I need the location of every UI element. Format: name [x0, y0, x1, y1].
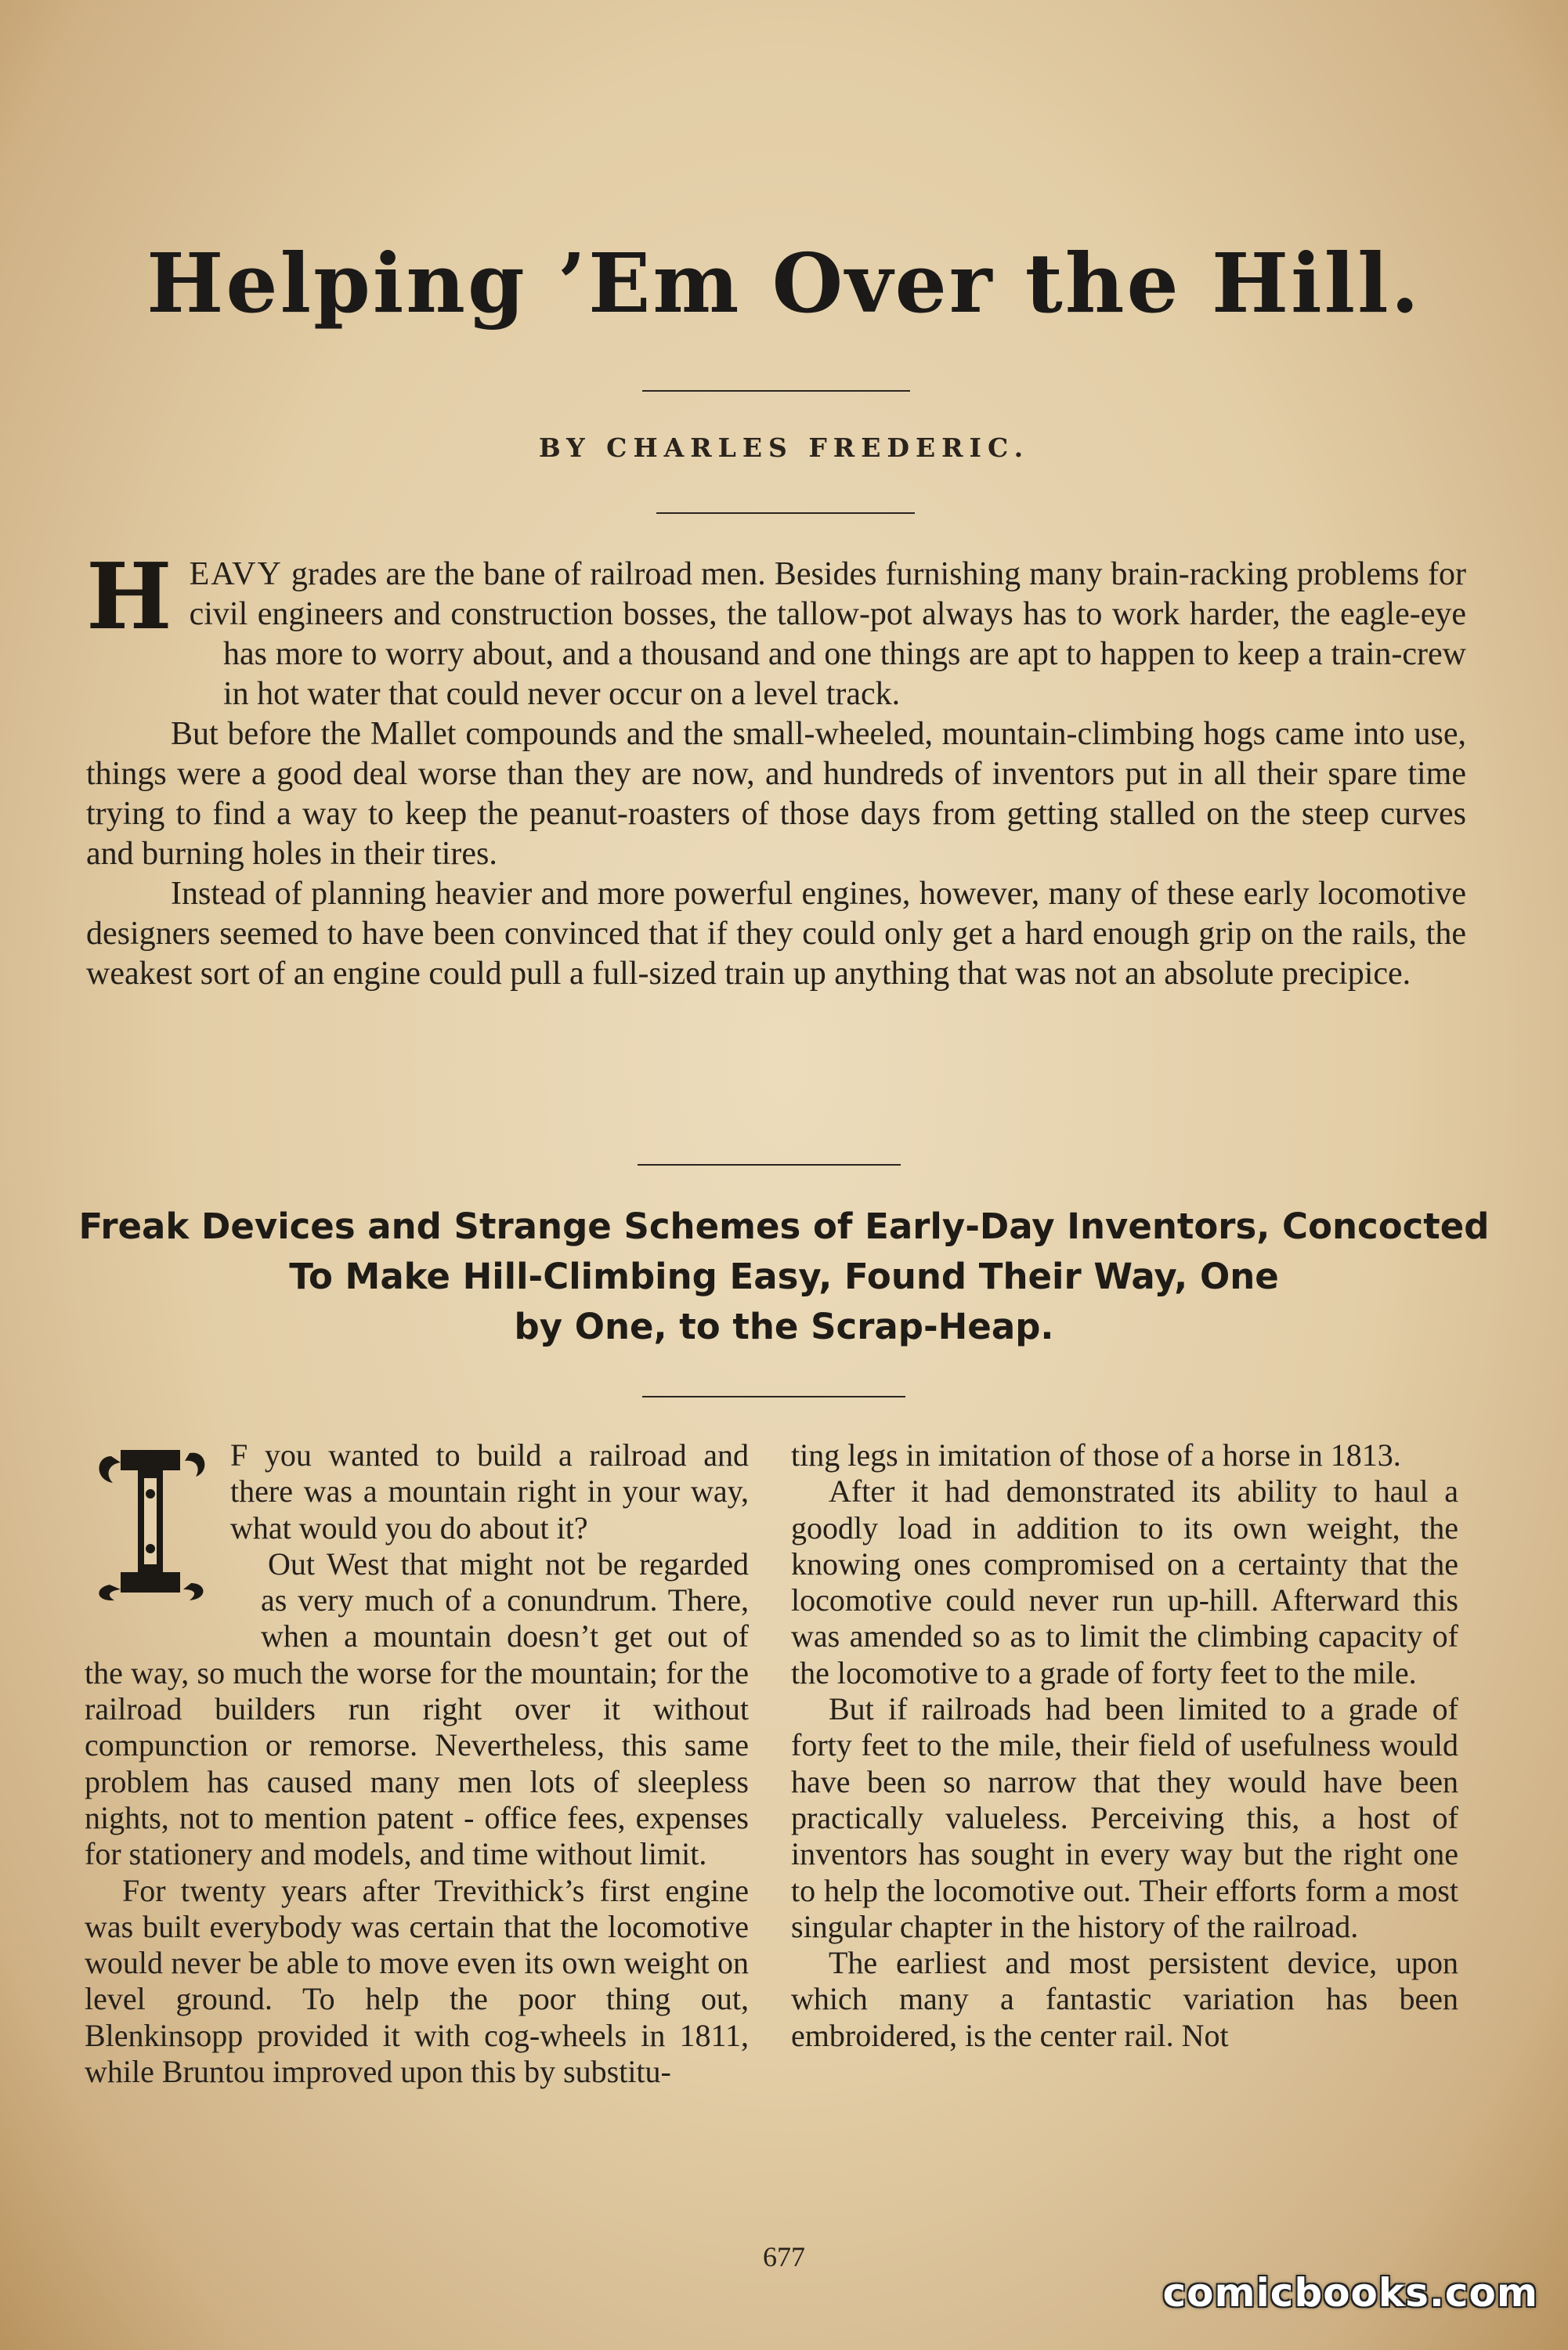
subheading-line-1: Freak Devices and Strange Schemes of Early-Day Inventors, Concocted: [78, 1206, 1490, 1247]
right-column: [791, 1437, 1458, 2054]
left-paragraph-3: For twenty years after Trevithick’s first engine was built everybody was certain that the locomotive would never be able to move even its own weight on level ground. To help the poor thing out, Blenkinsopp provided it with cog-wheels in 1811, while Bruntou improved upon this by substitu-: [85, 1872, 749, 2090]
right-paragraph-4: The earliest and most persistent device, upon which many a fantastic variation has been embroidered, is the center rail. Not: [791, 1945, 1458, 2053]
page-number: 677: [763, 2241, 805, 2272]
subheading-rule: [642, 1396, 905, 1397]
article-title: Helping ’Em Over the Hill.: [146, 235, 1422, 331]
left-paragraph-2: Out West that might not be regarded as very much of a conundrum. There, when a mountain doesn’t get out of the way, so much the worse for the mountain; for the railroad builders run right over it without compunction or remorse. Nevertheless, this same problem has caused many men lots of sleepless nights, not to mention patent - office fees, expenses for stationery and models, and time without limit.: [85, 1546, 749, 1872]
drop-cap-h: H: [86, 544, 172, 650]
ornamental-drop-cap-i: [88, 1439, 213, 1603]
byline-rule: [656, 512, 915, 514]
intro-paragraph-3: Instead of planning heavier and more powerful engines, however, many of these early locomotive designers seemed to have been convinced that if they could only get a hard enough grip on the rails, the weakest sort of an engine could pull a full-sized train up anything that was not an absolute precipice.: [86, 876, 1466, 992]
left-paragraph-1: [85, 1437, 749, 1546]
intro-paragraph-1: [86, 544, 1466, 714]
intro-rule: [638, 1164, 901, 1166]
subheading-line-3: by One, to the Scrap-Heap.: [514, 1306, 1054, 1347]
left-column: [85, 1437, 749, 2090]
intro-paragraph-1-text: grades are the bane of railroad men. Besides furnishing many brain-racking problems for civil engineers and construction bosses, the tallow-pot always has to work harder, the eagle-eye has more to worry about, and a thousand and one things are apt to happen to keep a train-crew in hot water that could never occur on a level track.: [189, 556, 1466, 712]
right-paragraph-1: ting legs in imitation of those of a horse in 1813.: [791, 1437, 1401, 1473]
right-paragraph-2: After it had demonstrated its ability to haul a goodly load in addition to its own weight, the knowing ones compromised on a certainty that the locomotive could never run up-hill. Afterward this was amended so as to limit the climbing capacity of the locomotive to a grade of forty feet to the mile.: [791, 1473, 1458, 1690]
right-paragraph-3: But if railroads had been limited to a grade of forty feet to the mile, their field of usefulness would have been so narrow that they would have been practically valueless. Perceiving this, a host of inventors has sought in every way but the right one to help the locomotive out. Their efforts form a most singular chapter in the history of the railroad.: [791, 1691, 1458, 1944]
intro-paragraph-2: But before the Mallet compounds and the small-wheeled, mountain-climbing hogs came into use, things were a good deal worse than they are now, and hundreds of inventors put in all their spare time trying to find a way to keep the peanut-roasters of those days from getting stalled on the steep curves and burning holes in their tires.: [86, 716, 1466, 872]
watermark: comicbooks.com: [1162, 2270, 1538, 2316]
left-paragraph-1-text: F you wanted to build a railroad and there was a mountain right in your way, what would you do about it?: [230, 1437, 749, 1546]
subheading: [78, 1202, 1490, 1352]
small-caps-lead: EAVY: [189, 556, 283, 592]
title-rule: [642, 390, 910, 392]
byline: BY CHARLES FREDERIC.: [538, 432, 1030, 463]
intro-section: [86, 544, 1466, 994]
subheading-line-2: To Make Hill-Climbing Easy, Found Their Way, One: [289, 1256, 1279, 1297]
